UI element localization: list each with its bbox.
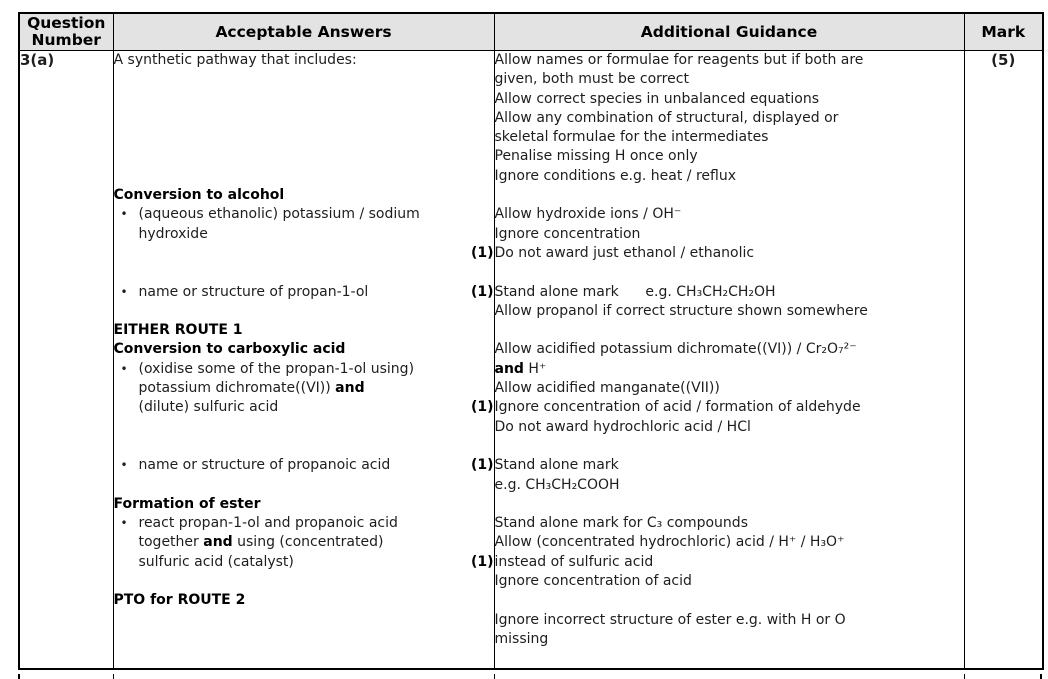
guidance-text: Allow names or formulae for reagents but if both are: [494, 52, 864, 68]
answer-line: [114, 456, 494, 475]
table-border-line: [1040, 674, 1042, 679]
answer-text: (aqueous ethanolic) potassium / sodium: [138, 206, 420, 223]
header-acceptable-answers: Acceptable Answers: [113, 13, 494, 51]
guidance-line: [495, 109, 964, 128]
guidance-line: [495, 630, 964, 649]
answer-line: [114, 572, 494, 591]
answer-line: [114, 398, 494, 417]
answer-line: [114, 109, 494, 128]
guidance-text: Allow correct species in unbalanced equations: [494, 90, 820, 107]
guidance-text: and H⁺: [494, 360, 547, 377]
guidance-text: Allow propanol if correct structure shown somewhere: [494, 302, 868, 319]
guidance-text: Do not award just ethanol / ethanolic: [494, 244, 755, 261]
guidance-text: e.g. CH₃CH₂COOH: [494, 476, 620, 493]
guidance-text: Ignore conditions e.g. heat / reflux: [494, 167, 736, 184]
mark-point: (1): [470, 283, 494, 300]
guidance-line: [495, 495, 964, 514]
mark-point: (1): [470, 244, 494, 261]
bullet-icon: •: [120, 516, 128, 531]
guidance-line: [495, 340, 964, 359]
answer-line: [114, 128, 494, 147]
guidance-line: [495, 302, 964, 321]
guidance-line: [495, 283, 964, 302]
answer-line: [114, 476, 494, 495]
answer-text: react propan-1-ol and propanoic acid: [138, 515, 398, 532]
mark-point: (1): [470, 553, 494, 570]
table-border-line: [113, 674, 114, 679]
bullet-icon: •: [120, 284, 128, 299]
guidance-text: Penalise missing H once only: [494, 148, 698, 165]
guidance-line: [495, 572, 964, 591]
mark-point: (1): [470, 457, 494, 474]
answer-line: [114, 186, 494, 205]
answer-line: [114, 360, 494, 379]
answer-text: Conversion to alcohol: [113, 187, 285, 204]
question-number: 3(a): [19, 51, 113, 669]
guidance-text: Ignore incorrect structure of ester e.g. with H or O: [494, 611, 846, 628]
answer-text: (oxidise some of the propan-1-ol using): [138, 360, 415, 377]
answer-line: [114, 205, 494, 224]
header-mark: Mark: [964, 13, 1043, 51]
guidance-text: Stand alone mark for C₃ compounds: [494, 515, 748, 532]
answer-line: [114, 533, 494, 552]
mark-scheme-page: [18, 12, 1042, 670]
answer-line: [114, 379, 494, 398]
table-border-line: [964, 674, 965, 679]
guidance-line: [495, 128, 964, 147]
answer-line: [114, 321, 494, 340]
answer-text: potassium dichromate((VI)) and: [138, 380, 365, 397]
guidance-text: Allow acidified manganate((VII)): [494, 380, 720, 397]
header-additional-guidance: Additional Guidance: [494, 13, 964, 51]
guidance-line: [495, 360, 964, 379]
guidance-line: [495, 591, 964, 610]
guidance-text: Allow (concentrated hydrochloric) acid / H⁺ / H₃O⁺: [494, 534, 845, 551]
mark-point: (1): [470, 399, 494, 416]
answer-line: [114, 51, 494, 70]
guidance-text: Ignore concentration of acid / formation of aldehyde: [494, 399, 861, 416]
answer-line: [114, 418, 494, 437]
answer-line: [114, 167, 494, 186]
answer-line: [114, 70, 494, 89]
answer-text: Formation of ester: [113, 495, 261, 512]
guidance-text: instead of sulfuric acid: [494, 553, 654, 570]
next-row-sliver: [18, 674, 1042, 679]
guidance-text: Allow acidified potassium dichromate((VI)) / Cr₂O₇²⁻: [494, 341, 857, 358]
header-row: [19, 13, 1043, 51]
answer-text: together and using (concentrated): [138, 534, 384, 551]
guidance-line: [495, 70, 964, 89]
answer-line: [114, 283, 494, 302]
guidance-line: [495, 51, 964, 70]
answer-line: [114, 340, 494, 359]
mark-scheme-table: [18, 12, 1044, 670]
guidance-text: Allow any combination of structural, displayed or: [494, 109, 839, 126]
guidance-text: missing: [494, 630, 549, 647]
guidance-line: [495, 476, 964, 495]
acceptable-answers-cell: [113, 51, 494, 669]
answer-line: [114, 90, 494, 109]
table-border-line: [494, 674, 495, 679]
guidance-text: Do not award hydrochloric acid / HCl: [494, 418, 751, 435]
bullet-icon: •: [120, 207, 128, 222]
answer-text: Conversion to carboxylic acid: [113, 341, 346, 358]
guidance-text: Allow hydroxide ions / OH⁻: [494, 206, 682, 223]
answer-line: [114, 514, 494, 533]
answer-text: sulfuric acid (catalyst): [138, 553, 294, 570]
guidance-line: [495, 553, 964, 572]
bullet-icon: •: [120, 361, 128, 376]
guidance-line: [495, 147, 964, 166]
guidance-text: Ignore concentration of acid: [494, 573, 692, 590]
guidance-line: [495, 456, 964, 475]
acceptable-answers-content: [114, 51, 494, 611]
guidance-line: [495, 225, 964, 244]
guidance-line: [495, 167, 964, 186]
guidance-line: [495, 205, 964, 224]
guidance-text: skeletal formulae for the intermediates: [494, 129, 769, 146]
answer-text: name or structure of propan-1-ol: [138, 283, 369, 300]
answer-line: [114, 553, 494, 572]
answer-text: name or structure of propanoic acid: [138, 457, 391, 474]
answer-line: [114, 437, 494, 456]
guidance-line: [495, 514, 964, 533]
guidance-line: [495, 90, 964, 109]
additional-guidance-cell: [494, 51, 964, 669]
mark-value: (5): [964, 51, 1043, 669]
answer-line: [114, 263, 494, 282]
bullet-icon: •: [120, 458, 128, 473]
guidance-line: [495, 244, 964, 263]
answer-line: [114, 225, 494, 244]
guidance-line: [495, 263, 964, 282]
answer-text: PTO for ROUTE 2: [113, 592, 246, 609]
header-question-number: Question Number: [19, 13, 113, 51]
guidance-line: [495, 321, 964, 340]
guidance-line: [495, 379, 964, 398]
answer-text: hydroxide: [138, 225, 208, 242]
guidance-text: Stand alone mark: [494, 457, 619, 474]
guidance-line: [495, 398, 964, 417]
table-border-line: [18, 674, 20, 679]
question-row: [19, 51, 1043, 669]
answer-line: [114, 302, 494, 321]
answer-line: [114, 244, 494, 263]
guidance-text: given, both must be correct: [494, 71, 689, 88]
answer-line: [114, 147, 494, 166]
guidance-text: Stand alone mark e.g. CH₃CH₂CH₂OH: [494, 283, 776, 300]
additional-guidance-content: [495, 51, 964, 649]
guidance-text: Ignore concentration: [494, 225, 641, 242]
guidance-line: [495, 533, 964, 552]
answer-text: (dilute) sulfuric acid: [138, 399, 279, 416]
guidance-line: [495, 418, 964, 437]
guidance-line: [495, 611, 964, 630]
guidance-line: [495, 186, 964, 205]
answer-line: [114, 495, 494, 514]
answer-line: [114, 591, 494, 610]
answer-text: EITHER ROUTE 1: [113, 322, 243, 339]
guidance-line: [495, 437, 964, 456]
answer-text: A synthetic pathway that includes:: [113, 52, 357, 68]
